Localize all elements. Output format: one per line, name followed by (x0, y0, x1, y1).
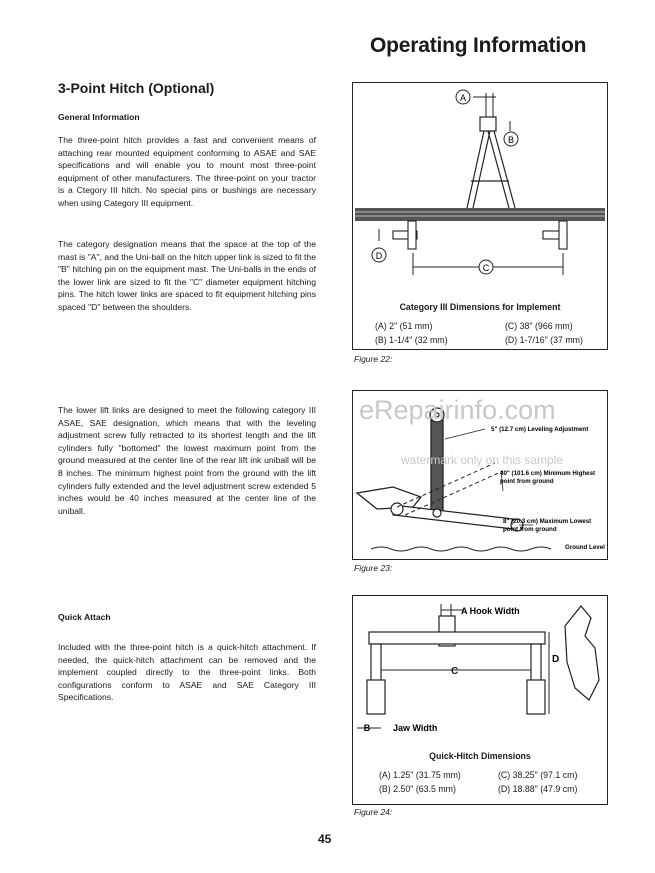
hitch-category-diagram (353, 83, 607, 283)
dimension-d (372, 229, 386, 262)
ground-line (371, 547, 551, 551)
svg-text:A: A (459, 93, 467, 103)
quick-hitch-d-value: (D) 18.88" (47.9 cm) (498, 784, 578, 794)
hitch-mast (467, 117, 515, 208)
watermark-notice: watermark only on this sample (401, 453, 564, 467)
dimension-b-value: (B) 1-1/4" (32 mm) (375, 335, 448, 345)
hook-width-label: A Hook Width (461, 606, 520, 616)
lower-pins (393, 221, 567, 249)
dimension-b (504, 121, 518, 146)
dimension-d-value: (D) 1-7/16" (37 mm) (505, 335, 583, 345)
minimum-highest-label: 40" (101.6 cm) Minimum Highest (500, 470, 596, 477)
dimension-a-value: (A) 2" (51 mm) (375, 321, 433, 331)
ground-level-label: Ground Level (565, 544, 605, 551)
implement-frame (355, 208, 605, 221)
figure-22-caption: Figure 22: (354, 354, 393, 364)
figure-23-caption: Figure 23: (354, 563, 393, 573)
general-information-heading: General Information (58, 112, 140, 122)
quick-hitch-a-value: (A) 1.25" (31.75 mm) (379, 770, 461, 780)
figure-22-box (352, 82, 608, 350)
category-dimensions-title: Category III Dimensions for Implement (399, 302, 561, 312)
c-label: C (451, 666, 459, 677)
maximum-lowest-label-2: point from ground (503, 526, 557, 533)
dimension-c-value: (C) 38" (966 mm) (505, 321, 573, 331)
quick-attach-paragraph: Included with the three-point hitch is a quick-hitch attachment. If needed, the quick-hitch attachment can be removed and the implement coupled directly to the three-point links. Both configurations conform to ASAE and SAE Category III Specifications. (58, 642, 316, 703)
figure-23-box (352, 390, 608, 560)
figure-24-caption: Figure 24: (354, 807, 393, 817)
svg-text:C: C (482, 263, 490, 273)
jaw-width-b-label: B (363, 723, 371, 733)
quick-attach-heading: Quick Attach (58, 612, 111, 622)
section-title: 3-Point Hitch (Optional) (58, 80, 215, 96)
page-number: 45 (318, 832, 332, 846)
quick-hitch-b-value: (B) 2.50" (63.5 mm) (379, 784, 456, 794)
d-label: D (552, 654, 560, 665)
maximum-lowest-label: 8" (20.3 cm) Maximum Lowest (503, 518, 592, 525)
svg-text:D: D (375, 251, 383, 261)
page-title: Operating Information (370, 34, 587, 57)
jaw-width-label: Jaw Width (393, 723, 438, 733)
dimension-c (413, 253, 563, 275)
general-paragraph-1: The three-point hitch provides a fast and convenient means of attaching rear mounted equipment conforming to ASAE and SAE specifications and will enable you to mount most three-point equipment of other manufacturers. The three-point on your tractor is a Ctegory III hitch. No special pins or bushings are necessary when using Category III equipment. (58, 135, 316, 208)
watermark-site: eRepairinfo.com (359, 395, 556, 425)
leveling-adjustment-label: 5" (12.7 cm) Leveling Adjustment (491, 426, 589, 433)
minimum-highest-label-2: point from ground (500, 478, 554, 485)
general-paragraph-2: The category designation means that the space at the top of the mast is "A", and the Uni-ball on the hitch upper link is sized to fit the "B" hitching pin on the equipment mast. The Uni-balls in the ends of the lower link are sized to fit the "C" diameter equipment hitching pins. The hitch lower links are spaced to fit equipment hitching pins spaced "D" between the shoulders. (58, 239, 316, 312)
svg-text:B: B (507, 135, 515, 145)
quick-hitch-diagram (353, 596, 607, 736)
quick-hitch-frame (367, 616, 545, 714)
lift-links-paragraph: The lower lift links are designed to meet the following category III ASAE, SAE designation, which means that with the leveling adjustment screw fully retracted to its shortest length and the lift cylinders fully "bottomed" the lowest maximum point from the ground measured at the center line of the rear lift ink uniball will be 8 inches. The minimum highest point from the ground with the lift cylinders fully extended and the level adjustment screw extended 5 inches would be 40 inches measured at the center line of the uniball. (58, 405, 316, 516)
quick-hitch-c-value: (C) 38.25" (97.1 cm) (498, 770, 578, 780)
hook-profile (565, 606, 599, 700)
quick-hitch-dimensions-title: Quick-Hitch Dimensions (429, 751, 531, 761)
figure-24-box (352, 595, 608, 805)
